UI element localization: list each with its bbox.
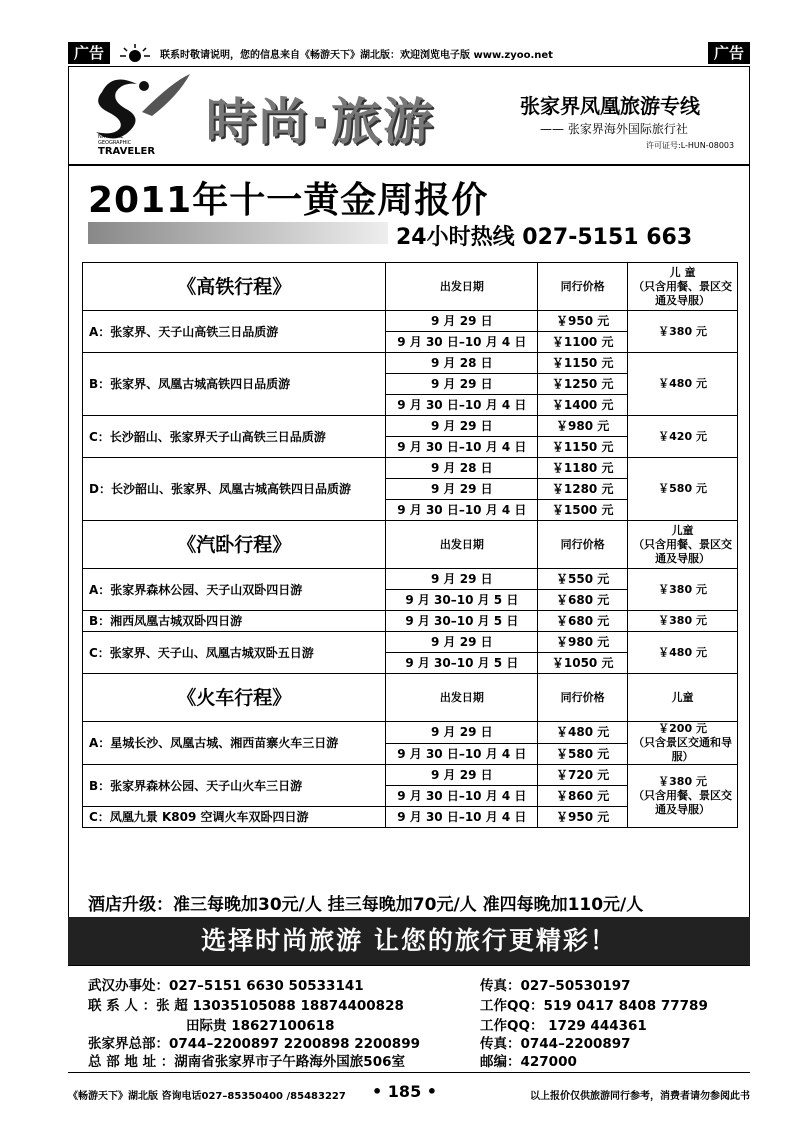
- route-name: C：张家界、天子山、凤凰古城双卧五日游: [83, 632, 386, 674]
- child-price: ￥480 元: [628, 632, 738, 674]
- trade-price: ￥1500 元: [538, 500, 628, 521]
- column-header-child: 儿 童 （只含用餐、景区交通及导服）: [628, 263, 738, 311]
- route-name: A：张家界、天子山高铁三日品质游: [83, 311, 386, 353]
- title-gradient-bar: [88, 222, 388, 244]
- section-title: 《汽卧行程》: [83, 521, 386, 569]
- departure-date: 9 月 29 日: [386, 722, 538, 744]
- column-header-price: 同行价格: [538, 521, 628, 569]
- trade-price: ￥720 元: [538, 765, 628, 786]
- section-header-row: [83, 521, 738, 569]
- hotel-upgrade-note: 酒店升级：准三每晚加30元/人 挂三每晚加70元/人 准四每晚加110元/人: [88, 895, 644, 915]
- trade-price: ￥480 元: [538, 722, 628, 744]
- section-title: 《火车行程》: [83, 674, 386, 722]
- ad-tag-right: 广告: [708, 42, 750, 64]
- departure-date: 9 月 30–10 月 5 日: [386, 611, 538, 632]
- departure-date: 9 月 30–10 月 5 日: [386, 653, 538, 674]
- departure-date: 9 月 29 日: [386, 479, 538, 500]
- top-bar: [68, 42, 750, 64]
- route-name: B：张家界森林公园、天子山火车三日游: [83, 765, 386, 807]
- route-name: B：张家界、凤凰古城高铁四日品质游: [83, 353, 386, 416]
- trade-price: ￥1400 元: [538, 395, 628, 416]
- table-row: [83, 353, 738, 374]
- departure-date: 9 月 30 日–10 月 4 日: [386, 437, 538, 458]
- wuhan-office: 武汉办事处：027–5151 6630 50533141: [88, 978, 364, 994]
- departure-date: 9 月 29 日: [386, 765, 538, 786]
- hq-address: 总 部 地 址 ：湖南省张家界市子午路海外国旅506室: [88, 1054, 405, 1070]
- departure-date: 9 月 29 日: [386, 374, 538, 395]
- price-table: [82, 262, 738, 828]
- trade-price: ￥1250 元: [538, 374, 628, 395]
- page-number: • 185 •: [372, 1082, 437, 1101]
- departure-date: 9 月 29 日: [386, 311, 538, 332]
- trade-price: ￥980 元: [538, 416, 628, 437]
- wuhan-fax: 传真：027–50530197: [480, 978, 631, 994]
- zjj-fax: 传真：0744–2200897: [480, 1036, 631, 1052]
- slogan-band: 选择时尚旅游 让您的旅行更精彩！: [68, 917, 750, 965]
- departure-date: 9 月 28 日: [386, 353, 538, 374]
- trade-price: ￥1100 元: [538, 332, 628, 353]
- line-name: 张家界凤凰旅游专线: [520, 94, 700, 118]
- sun-logo-icon: [118, 42, 152, 62]
- table-row: [83, 569, 738, 590]
- route-name: B：湘西凤凰古城双卧四日游: [83, 611, 386, 632]
- child-price: ￥200 元 （只含景区交通和导服）: [628, 722, 738, 765]
- postcode: 邮编：427000: [480, 1054, 577, 1070]
- work-qq-2: 工作QQ： 1729 444361: [480, 1018, 647, 1034]
- departure-date: 9 月 30 日–10 月 4 日: [386, 807, 538, 828]
- footer-right: 以上报价仅供旅游同行参考，消费者请勿参阅此书: [530, 1091, 750, 1102]
- departure-date: 9 月 30 日–10 月 4 日: [386, 786, 538, 807]
- departure-date: 9 月 30 日–10 月 4 日: [386, 500, 538, 521]
- trade-price: ￥980 元: [538, 632, 628, 653]
- column-header-date: 出发日期: [386, 674, 538, 722]
- table-row: [83, 311, 738, 332]
- zjj-headquarters: 张家界总部：0744–2200897 2200898 2200899: [88, 1036, 420, 1052]
- contact-block: [68, 970, 750, 1068]
- top-note: 联系时敬请说明，您的信息来自《畅游天下》湖北版：欢迎浏览电子版 www.zyoo.net: [160, 49, 553, 61]
- route-name: A：星城长沙、凤凰古城、湘西苗寨火车三日游: [83, 722, 386, 765]
- license-number: 许可证号:L-HUN-08003: [646, 141, 735, 150]
- footer-left: 《畅游天下》湖北版 咨询电话027–85350400 /85483227: [68, 1091, 346, 1102]
- trade-price: ￥1150 元: [538, 437, 628, 458]
- child-price: ￥580 元: [628, 458, 738, 521]
- ad-tag-left: 广告: [68, 42, 110, 64]
- table-row: [83, 632, 738, 653]
- departure-date: 9 月 29 日: [386, 416, 538, 437]
- departure-date: 9 月 30 日–10 月 4 日: [386, 395, 538, 416]
- departure-date: 9 月 29 日: [386, 632, 538, 653]
- departure-date: 9 月 30 日–10 月 4 日: [386, 332, 538, 353]
- page-title: 2011年十一黄金周报价: [88, 180, 489, 221]
- table-row: [83, 416, 738, 437]
- trade-price: ￥680 元: [538, 611, 628, 632]
- contact-person: 联 系 人 ：张 超 13035105088 18874400828: [88, 998, 404, 1014]
- agency-name: —— 张家界海外国际旅行社: [540, 122, 688, 136]
- route-name: D：长沙韶山、张家界、凤凰古城高铁四日品质游: [83, 458, 386, 521]
- table-row: [83, 722, 738, 744]
- contact-person-2: 田际贵 18627100618: [186, 1018, 335, 1034]
- departure-date: 9 月 30 日–10 月 4 日: [386, 743, 538, 765]
- departure-date: 9 月 30–10 月 5 日: [386, 590, 538, 611]
- brand-title: 時尚·旅游: [206, 93, 435, 151]
- departure-date: 9 月 29 日: [386, 569, 538, 590]
- table-row: [83, 458, 738, 479]
- route-name: C：长沙韶山、张家界天子山高铁三日品质游: [83, 416, 386, 458]
- child-price: ￥380 元: [628, 569, 738, 611]
- trade-price: ￥1050 元: [538, 653, 628, 674]
- column-header-price: 同行价格: [538, 263, 628, 311]
- svg-text:GEOGRAPHIC: GEOGRAPHIC: [98, 140, 132, 146]
- trade-price: ￥580 元: [538, 743, 628, 765]
- trade-price: ￥950 元: [538, 807, 628, 828]
- trade-price: ￥1180 元: [538, 458, 628, 479]
- hotline: 24小时热线 027-5151 663: [396, 225, 693, 250]
- trade-price: ￥680 元: [538, 590, 628, 611]
- svg-text:TRAVELER: TRAVELER: [98, 146, 156, 157]
- column-header-date: 出发日期: [386, 521, 538, 569]
- trade-price: ￥860 元: [538, 786, 628, 807]
- child-price: ￥480 元: [628, 353, 738, 416]
- column-header-date: 出发日期: [386, 263, 538, 311]
- column-header-price: 同行价格: [538, 674, 628, 722]
- trade-price: ￥1280 元: [538, 479, 628, 500]
- child-price: ￥380 元: [628, 311, 738, 353]
- column-header-child: 儿童 （只含用餐、景区交通及导服）: [628, 521, 738, 569]
- route-name: A：张家界森林公园、天子山双卧四日游: [83, 569, 386, 611]
- table-row: [83, 765, 738, 786]
- section-title: 《高铁行程》: [83, 263, 386, 311]
- trade-price: ￥950 元: [538, 311, 628, 332]
- table-row: [83, 611, 738, 632]
- child-price: ￥380 元: [628, 611, 738, 632]
- departure-date: 9 月 28 日: [386, 458, 538, 479]
- route-name: C：凤凰九景 K809 空调火车双卧四日游: [83, 807, 386, 828]
- child-price: ￥380 元 （只含用餐、景区交通及导服）: [628, 765, 738, 828]
- svg-text:NATIONAL: NATIONAL: [98, 134, 124, 140]
- trade-price: ￥1150 元: [538, 353, 628, 374]
- work-qq-1: 工作QQ：519 0417 8408 77789: [480, 998, 708, 1014]
- trade-price: ￥550 元: [538, 569, 628, 590]
- section-header-row: [83, 674, 738, 722]
- child-price: ￥420 元: [628, 416, 738, 458]
- footer-rule: [68, 1072, 750, 1073]
- section-header-row: [83, 263, 738, 311]
- column-header-child: 儿童: [628, 674, 738, 722]
